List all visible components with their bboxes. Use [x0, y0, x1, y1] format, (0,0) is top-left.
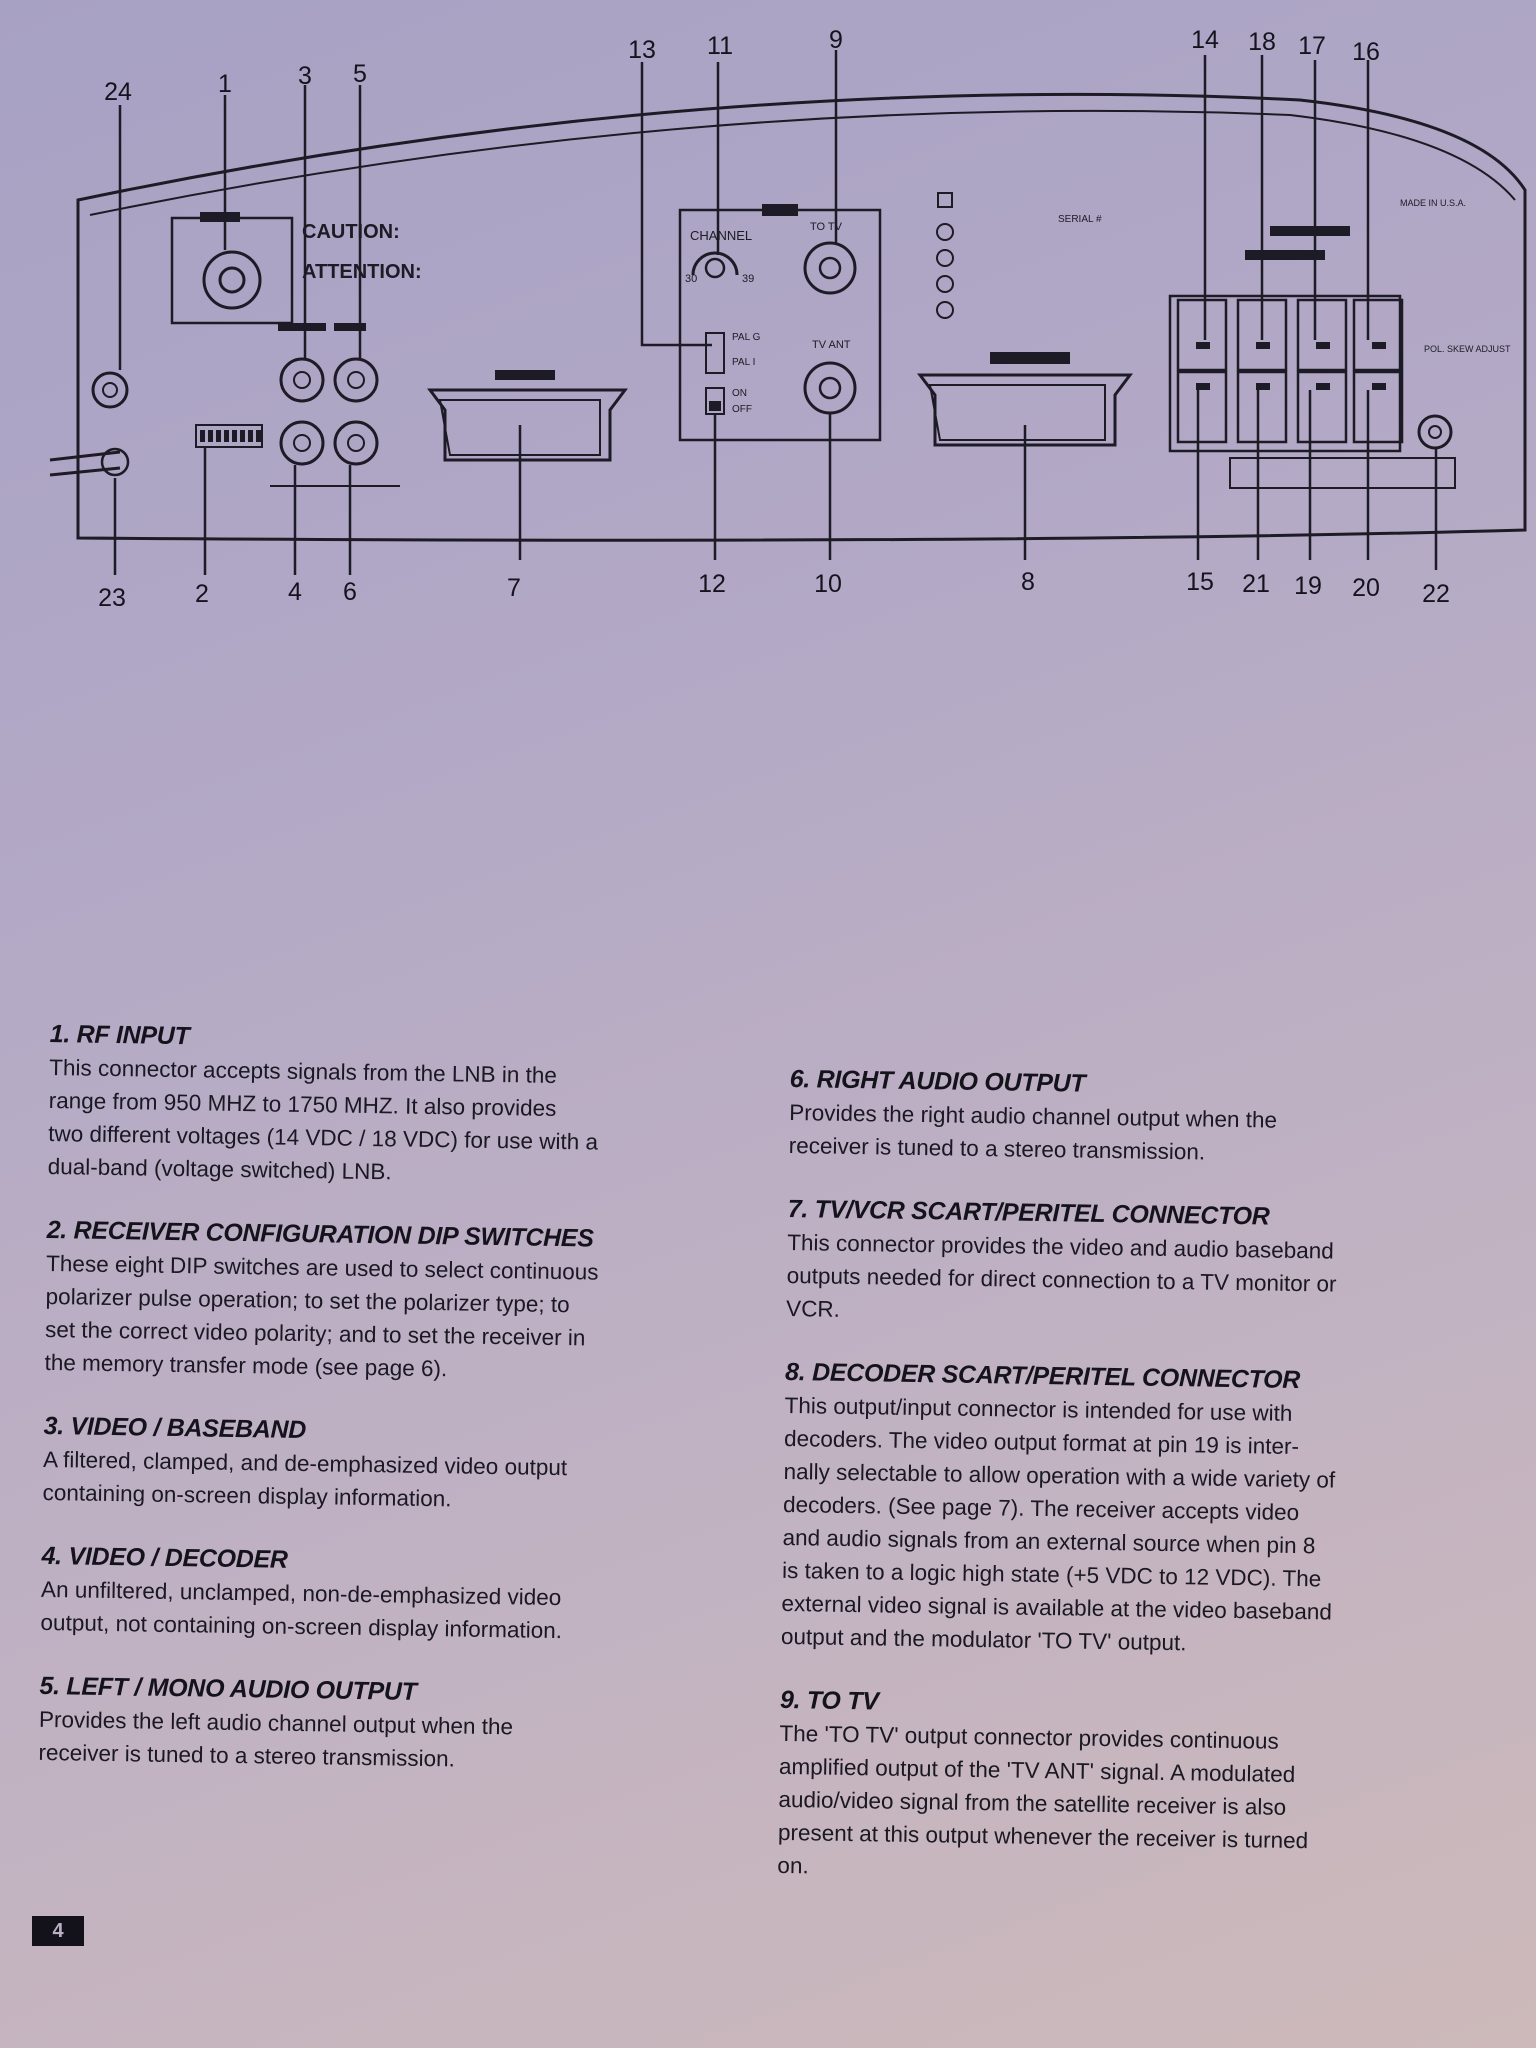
left-description-column [38, 1020, 740, 1813]
svg-text:ON: ON [732, 388, 747, 399]
item-body: The 'TO TV' output connector provides continuous amplified output of the 'TV ANT' signal. A modulated audio/video signal from the satellite receiver is also present at this output whenever the receiver is turned on. [777, 1720, 1309, 1879]
right-description-column [777, 1065, 1490, 1926]
tv-ant-connector [805, 363, 855, 413]
item-heading: 4. VIDEO / DECODER [41, 1541, 288, 1574]
callout-17: 17 [1298, 32, 1326, 60]
callout-13: 13 [628, 36, 656, 64]
caution-title: CAUTION: [302, 221, 400, 243]
channel-dial [693, 253, 737, 275]
callout-10: 10 [814, 570, 842, 598]
item-body: These eight DIP switches are used to select continuous polarizer pulse operation; to set the polarizer type; to set the correct video polarity; and to set the receiver in the memory transfer mode (see page 6). [44, 1250, 599, 1382]
channel-label: CHANNEL [690, 228, 753, 243]
callout-11: 11 [707, 32, 733, 60]
description-item-5 [38, 1672, 729, 1780]
svg-text:30: 30 [685, 273, 698, 285]
item-body: A filtered, clamped, and de-emphasized video output containing on-screen display information. [42, 1446, 568, 1512]
to-tv-connector [805, 243, 855, 293]
description-item-6 [788, 1065, 1489, 1173]
pal-switch [706, 333, 724, 373]
fuse-holder [93, 373, 127, 407]
made-in-label: MADE IN U.S.A. [1400, 198, 1467, 208]
callout-24: 24 [104, 78, 132, 106]
item-body: This connector accepts signals from the LNB in the range from 950 MHZ to 1750 MHZ. It also provides two different voltages (14 VDC / 18 VDC) for use with a dual-band (voltage switched) LNB. [47, 1054, 599, 1185]
callout-19: 19 [1294, 572, 1322, 600]
description-item-8 [781, 1358, 1486, 1664]
right-audio-jack [335, 422, 377, 464]
item-heading: 8. DECODER SCART/PERITEL CONNECTOR [784, 1357, 1301, 1395]
item-body: This connector provides the video and audio baseband outputs needed for direct connection to a TV monitor or VCR. [785, 1229, 1337, 1322]
item-heading: 1. RF INPUT [49, 1020, 190, 1051]
callout-21: 21 [1242, 570, 1270, 598]
tv-ant-panel-label: TV ANT [812, 339, 851, 351]
callout-23: 23 [98, 584, 126, 612]
to-tv-panel-label: TO TV [810, 221, 842, 233]
callout-20: 20 [1352, 574, 1380, 602]
video-baseband-jack [281, 359, 323, 401]
svg-text:PAL G: PAL G [732, 332, 761, 343]
callout-3: 3 [298, 62, 312, 90]
description-item-2 [44, 1216, 736, 1390]
description-item-4 [40, 1542, 731, 1650]
item-body: Provides the right audio channel output when the receiver is tuned to a stereo transmission. [788, 1099, 1278, 1165]
callout-4: 4 [288, 578, 302, 606]
left-audio-jack [335, 359, 377, 401]
svg-text:OFF: OFF [732, 404, 752, 415]
item-body: This output/input connector is intended for use with decoders. The video output format at pin 19 is inter- nally selectable to allow operation with a wide variety of decoders. (See page 7). The receiver accepts video and audio signals from an external source when pin 8 is taken to a logic high state (+5 VDC to 12 VDC). The external video signal is available at the video baseband output and the modulator 'TO TV' output. [780, 1392, 1336, 1656]
item-body: An unfiltered, unclamped, non-de-emphasized video output, not containing on-screen display information. [40, 1576, 563, 1644]
svg-text:39: 39 [742, 273, 755, 285]
rear-panel-diagram [0, 0, 1536, 640]
pol-adjust-label: POL. SKEW ADJUST [1424, 344, 1511, 354]
item-heading: 9. TO TV [779, 1685, 879, 1716]
video-decoder-jack [281, 422, 323, 464]
callout-5: 5 [353, 60, 367, 88]
item-heading: 3. VIDEO / BASEBAND [43, 1411, 307, 1445]
callout-9: 9 [829, 26, 843, 54]
certification-marks [937, 193, 953, 318]
serial-label: SERIAL # [1058, 214, 1102, 225]
callout-12: 12 [698, 570, 726, 598]
rf-input-connector [204, 252, 260, 308]
callout-2: 2 [195, 580, 209, 608]
attention-title: ATTENTION: [302, 261, 422, 283]
callout-18: 18 [1248, 28, 1276, 56]
callout-8: 8 [1021, 568, 1035, 596]
callout-1: 1 [218, 70, 232, 98]
item-body: Provides the left audio channel output when the receiver is tuned to a stereo transmission. [38, 1706, 514, 1772]
pol-skew-knob [1419, 416, 1451, 448]
item-heading: 5. LEFT / MONO AUDIO OUTPUT [39, 1671, 417, 1706]
callout-16: 16 [1352, 38, 1380, 66]
description-item-7 [786, 1195, 1488, 1336]
description-item-1 [47, 1020, 739, 1194]
callout-14: 14 [1191, 26, 1219, 54]
item-heading: 2. RECEIVER CONFIGURATION DIP SWITCHES [46, 1215, 594, 1253]
item-heading: 7. TV/VCR SCART/PERITEL CONNECTOR [787, 1194, 1270, 1231]
page-number: 4 [32, 1916, 84, 1946]
callout-22: 22 [1422, 580, 1450, 608]
callout-6: 6 [343, 578, 357, 606]
description-item-9 [777, 1686, 1480, 1893]
svg-text:PAL I: PAL I [732, 357, 756, 368]
callout-7: 7 [507, 574, 521, 602]
callout-15: 15 [1186, 568, 1214, 596]
item-heading: 6. RIGHT AUDIO OUTPUT [789, 1065, 1086, 1098]
power-cord [50, 452, 120, 475]
description-item-3 [42, 1412, 733, 1520]
